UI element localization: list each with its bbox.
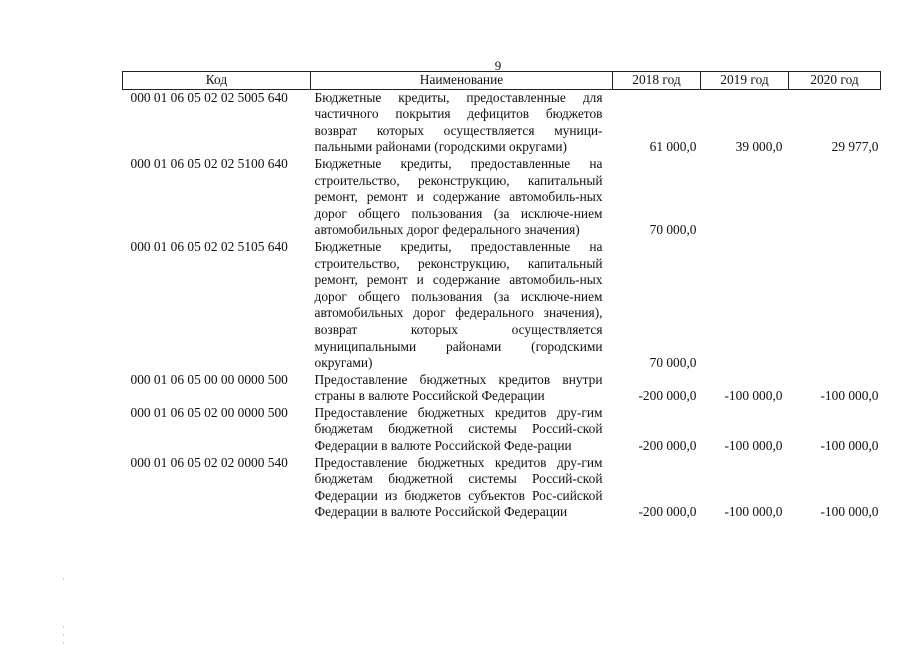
row-code: 000 01 06 05 02 02 5005 640 [130, 89, 288, 105]
row-value-2020: 29 977,0 [831, 139, 879, 155]
header-2020: 2020 год [789, 72, 881, 90]
table-row [123, 156, 881, 239]
row-value-2019 [701, 239, 789, 372]
budget-table [122, 71, 881, 521]
row-value-2019: -100 000,0 [724, 504, 783, 520]
row-value-2018: -200 000,0 [638, 504, 697, 520]
row-value-2019: 39 000,0 [735, 139, 783, 155]
row-value-2020: -100 000,0 [820, 388, 879, 404]
table-row [123, 455, 881, 521]
row-value-2019 [701, 156, 789, 239]
header-name: Наименование [311, 72, 613, 90]
scan-specks: · · · · [62, 574, 65, 648]
row-code: 000 01 06 05 00 00 0000 500 [130, 371, 288, 387]
row-name: Предоставление бюджетных кредитов дру-гим бюджетам бюджетной системы Россий-ской Федерации из бюджетов субъектов Рос-сийской Федерации в валюте Российской Федерации [314, 454, 603, 520]
row-value-2019: -100 000,0 [724, 438, 783, 454]
table-row [123, 372, 881, 405]
row-value-2018: -200 000,0 [638, 438, 697, 454]
table-row [123, 89, 881, 156]
table-header [123, 72, 881, 90]
row-value-2020 [789, 156, 881, 239]
row-code: 000 01 06 05 02 02 5100 640 [130, 155, 288, 171]
row-value-2020: -100 000,0 [820, 504, 879, 520]
row-value-2018: 70 000,0 [649, 355, 697, 371]
page-number: 9 [494, 58, 502, 73]
header-code: Код [123, 72, 311, 90]
table-body [123, 89, 881, 521]
row-name: Бюджетные кредиты, предоставленные на строительство, реконструкцию, капитальный ремонт, ремонт и содержание автомобиль-ных дорог общего пользования (за исключе-нием автомобильных дорог федерального значения), возврат которых осуществляется муниципальными районами (городскими округами) [314, 238, 603, 371]
row-value-2020 [789, 239, 881, 372]
row-value-2018: -200 000,0 [638, 388, 697, 404]
row-name: Бюджетные кредиты, предоставленные для частичного покрытия дефицитов бюджетов возврат которых осуществляется муници-пальными районами (городскими округами) [314, 89, 603, 155]
row-value-2019: -100 000,0 [724, 388, 783, 404]
row-value-2018: 70 000,0 [649, 222, 697, 238]
table-row [123, 405, 881, 455]
row-code: 000 01 06 05 02 00 0000 500 [130, 404, 288, 420]
header-2019: 2019 год [701, 72, 789, 90]
header-2018: 2018 год [613, 72, 701, 90]
row-code: 000 01 06 05 02 02 0000 540 [130, 454, 288, 470]
row-name: Бюджетные кредиты, предоставленные на строительство, реконструкцию, капитальный ремонт, ремонт и содержание автомобиль-ных дорог общего пользования (за исключе-нием автомобильных дорог федерального значения) [314, 155, 603, 238]
row-name: Предоставление бюджетных кредитов внутри страны в валюте Российской Федерации [314, 371, 603, 404]
row-value-2020: -100 000,0 [820, 438, 879, 454]
table-row [123, 239, 881, 372]
row-value-2018: 61 000,0 [649, 139, 697, 155]
row-code: 000 01 06 05 02 02 5105 640 [130, 238, 288, 254]
header-row [123, 72, 881, 90]
row-name: Предоставление бюджетных кредитов дру-гим бюджетам бюджетной системы Россий-ской Федерации в валюте Российской Феде-рации [314, 404, 603, 454]
